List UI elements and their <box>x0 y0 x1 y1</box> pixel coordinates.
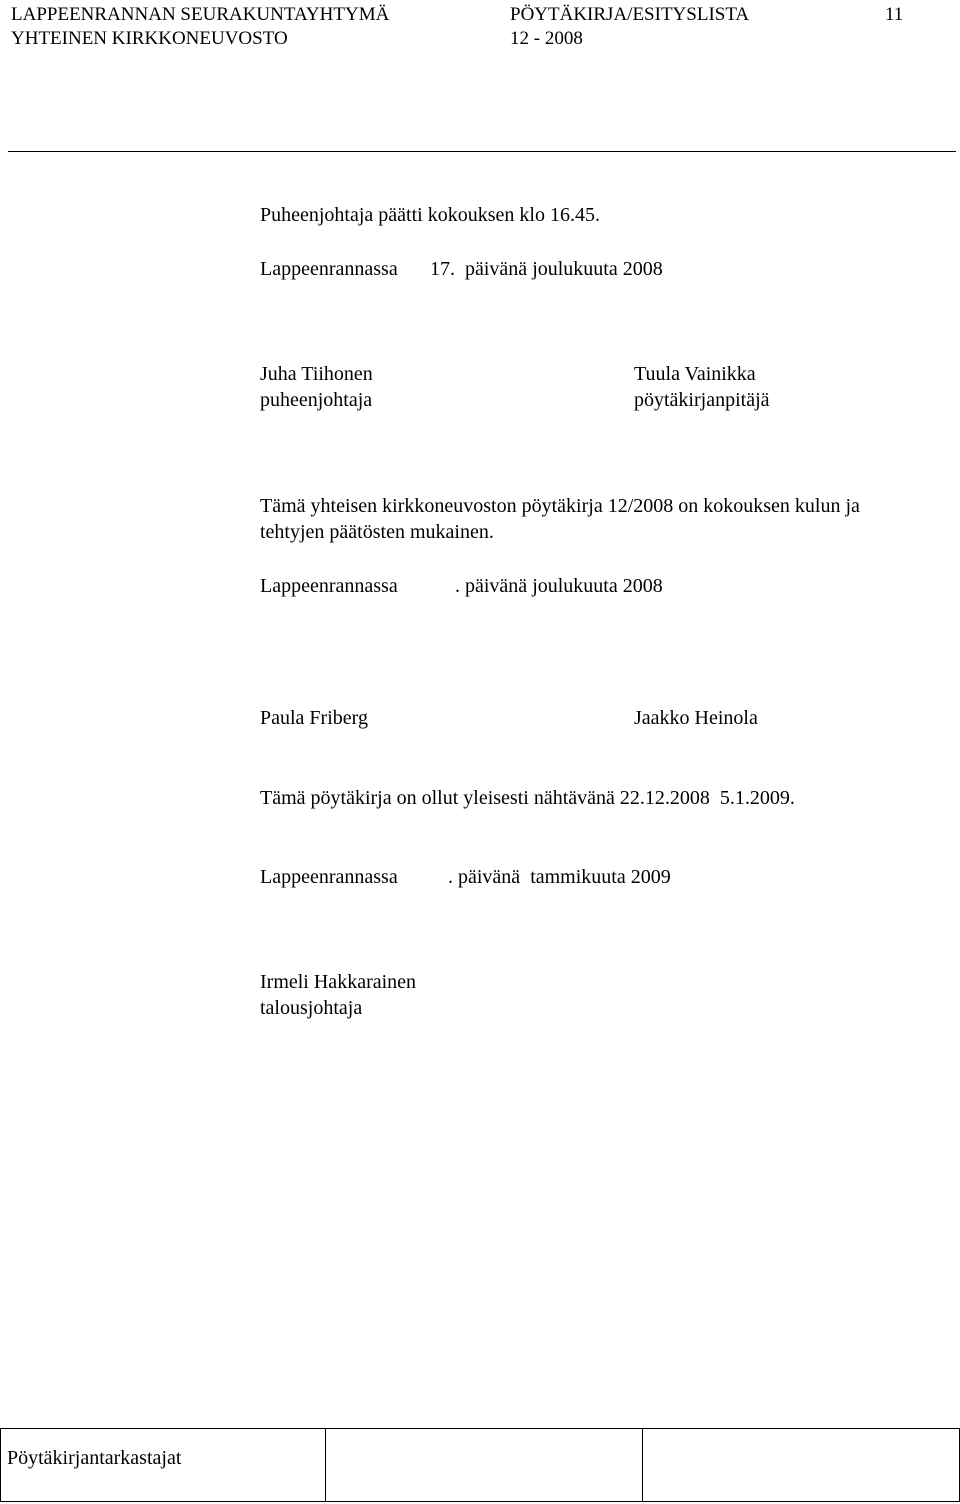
place-3: Lappeenrannassa <box>260 866 398 888</box>
closing-statement: Puheenjohtaja päätti kokouksen klo 16.45. <box>260 204 600 226</box>
signer-3-role: talousjohtaja <box>260 997 363 1019</box>
public-notice: Tämä pöytäkirja on ollut yleisesti nähtävänä 22.12.2008 5.1.2009. <box>260 787 795 809</box>
verification-line-2: tehtyjen päätösten mukainen. <box>260 521 494 543</box>
signer-2-name: Tuula Vainikka <box>634 363 756 385</box>
footer-signature-cell-1 <box>326 1429 643 1502</box>
footer-label-cell <box>1 1429 326 1502</box>
date-2: . päivänä joulukuuta 2008 <box>455 575 663 597</box>
reviewer-2-name: Jaakko Heinola <box>634 707 758 729</box>
org-name-line2: YHTEINEN KIRKKONEUVOSTO <box>11 28 288 49</box>
signer-3-name: Irmeli Hakkarainen <box>260 971 417 993</box>
header-divider <box>8 151 956 152</box>
date-3: . päivänä tammikuuta 2009 <box>448 866 671 888</box>
document-type: PÖYTÄKIRJA/ESITYSLISTA <box>510 4 750 25</box>
footer-signature-table <box>0 1428 960 1502</box>
document-number: 12 - 2008 <box>510 28 583 49</box>
verification-line-1: Tämä yhteisen kirkkoneuvoston pöytäkirja 12/2008 on kokouksen kulun ja <box>260 495 860 517</box>
footer-label: Pöytäkirjantarkastajat <box>7 1447 182 1469</box>
footer-signature-cell-2 <box>643 1429 960 1502</box>
date-1: 17. päivänä joulukuuta 2008 <box>430 258 663 280</box>
org-name-line1: LAPPEENRANNAN SEURAKUNTAYHTYMÄ <box>11 4 390 25</box>
place-1: Lappeenrannassa <box>260 258 398 280</box>
signer-2-role: pöytäkirjanpitäjä <box>634 389 770 411</box>
signer-1-role: puheenjohtaja <box>260 389 373 411</box>
page-number: 11 <box>885 4 904 25</box>
place-2: Lappeenrannassa <box>260 575 398 597</box>
signer-1-name: Juha Tiihonen <box>260 363 373 385</box>
reviewer-1-name: Paula Friberg <box>260 707 368 729</box>
